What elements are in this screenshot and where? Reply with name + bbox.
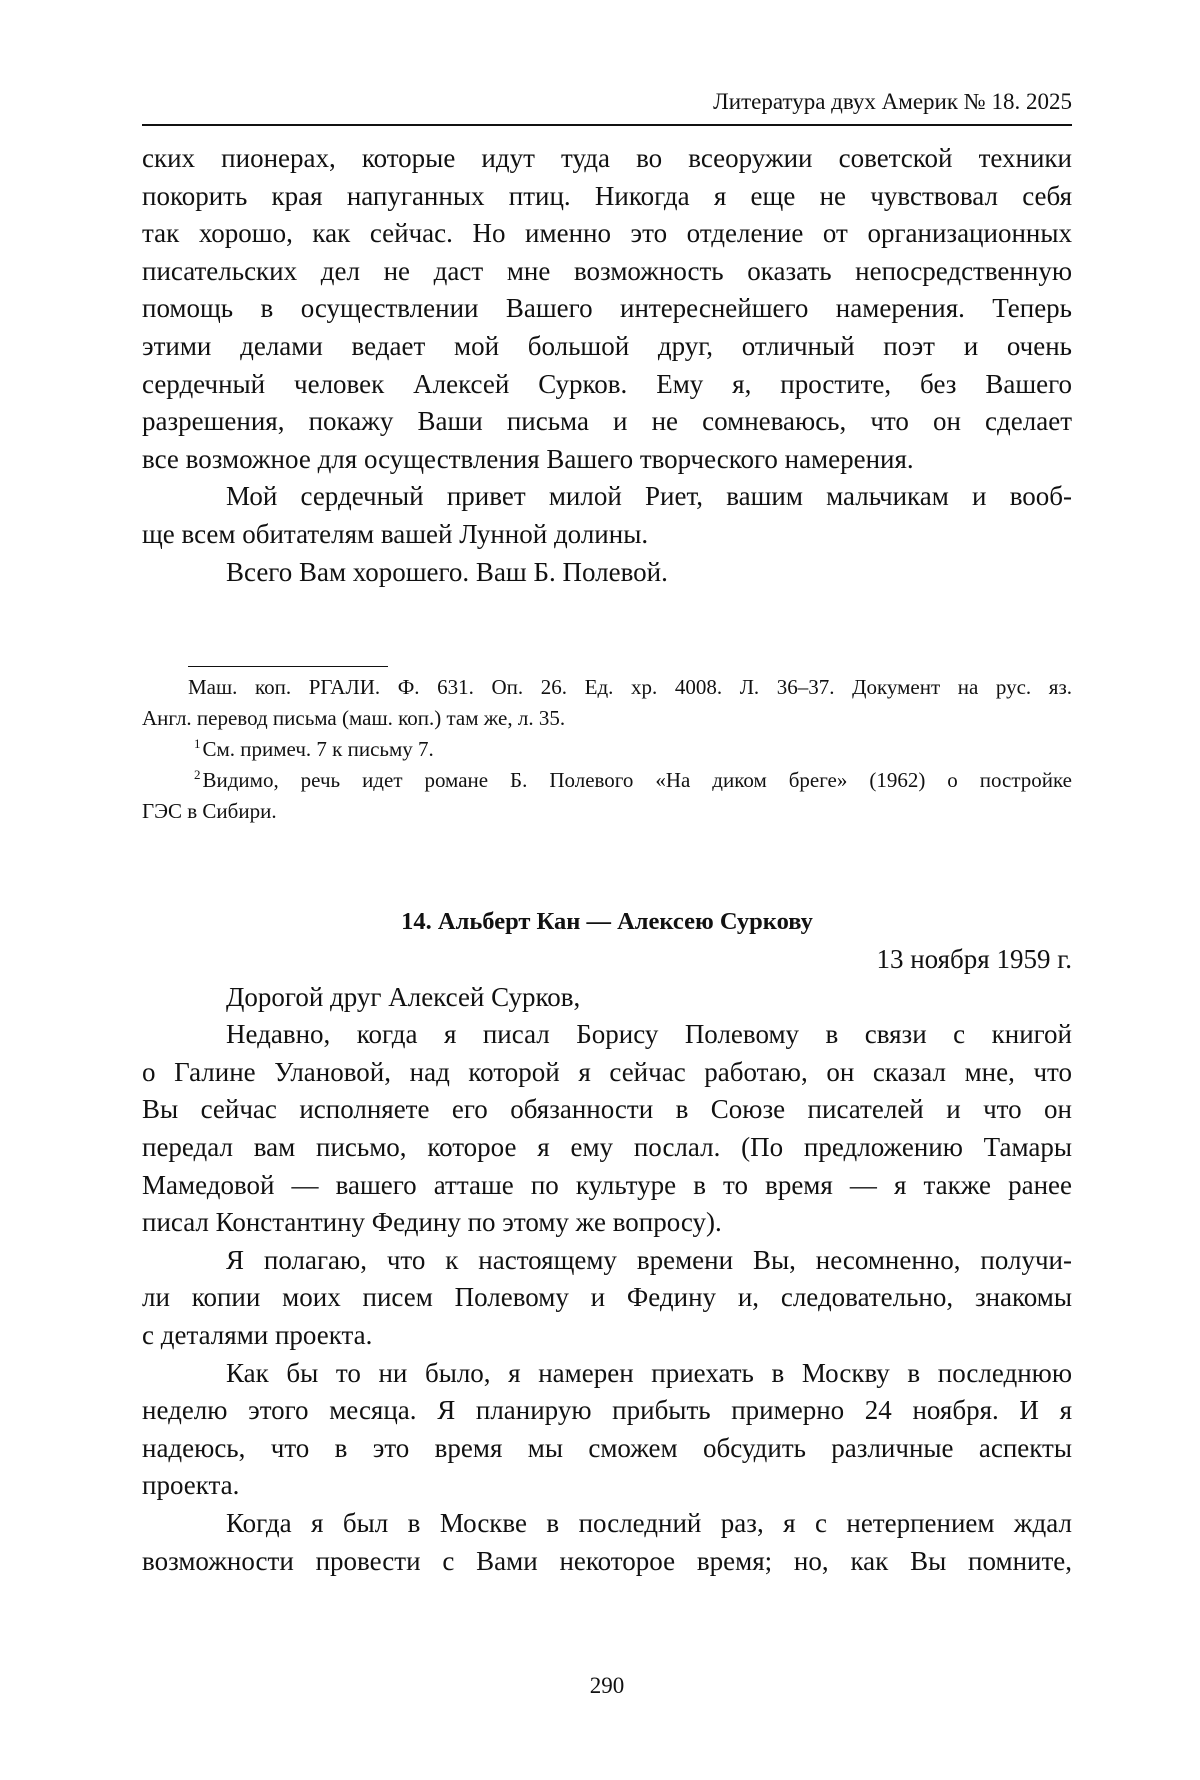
letter-signature: Всего Вам хорошего. Ваш Б. Полевой.: [226, 556, 668, 587]
footnote-2: [142, 765, 1072, 796]
footnote-1: [142, 734, 1072, 765]
text-line: так хорошо, как сейчас. Но именно это отделение от организационных: [142, 218, 1072, 249]
text-line: покорить края напуганных птиц. Никогда я еще не чувствовал себя: [142, 180, 1072, 211]
text-line: Недавно, когда я писал Борису Полевому в связи с книгой: [226, 1019, 1072, 1050]
archive-source-line: Маш. коп. РГАЛИ. Ф. 631. Оп. 26. Ед. хр. 4008. Л. 36–37. Документ на рус. яз.: [188, 675, 1072, 699]
text-line: этими делами ведает мой большой друг, отличный поэт и очень: [142, 330, 1072, 361]
letter-date: 13 ноября 1959 г.: [876, 944, 1072, 974]
text-line: писательских дел не даст мне возможность оказать непосредственную: [142, 255, 1072, 286]
text-line: с деталями проекта.: [142, 1319, 373, 1350]
text-line: надеюсь, что в это время мы сможем обсудить различные аспекты: [142, 1432, 1072, 1463]
running-head: Литература двух Америк № 18. 2025: [713, 89, 1072, 114]
text-line: Мамедовой — вашего атташе по культуре в то время — я также ранее: [142, 1169, 1072, 1200]
text-line: передал вам письмо, которое я ему послал. (По предложению Тамары: [142, 1131, 1072, 1162]
archive-source-line: Англ. перевод письма (маш. коп.) там же, л. 35.: [142, 706, 566, 730]
text-line: ще всем обитателям вашей Лунной долины.: [142, 518, 649, 549]
text-line: Вы сейчас исполняете его обязанности в Союзе писателей и что он: [142, 1094, 1072, 1125]
footnote-text: См. примеч. 7 к письму 7.: [202, 737, 434, 761]
footnote-text: ГЭС в Сибири.: [142, 799, 277, 823]
footnote-rule: [188, 666, 388, 667]
text-line: ли копии моих писем Полевому и Федину и, следовательно, знакомы: [142, 1282, 1072, 1313]
footnote-text: Видимо, речь идет романе Б. Полевого «На диком бреге» (1962) о постройке: [202, 768, 1072, 792]
text-line: Я полагаю, что к настоящему времени Вы, несомненно, получи-: [226, 1244, 1072, 1275]
text-line: Мой сердечный привет милой Риет, вашим мальчикам и вооб-: [226, 481, 1072, 512]
footnotes: [142, 672, 1072, 827]
text-line: Как бы то ни было, я намерен приехать в Москву в последнюю: [226, 1357, 1072, 1388]
text-line: возможности провести с Вами некоторое время; но, как Вы помните,: [142, 1545, 1072, 1576]
letter-salutation: Дорогой друг Алексей Сурков,: [226, 981, 581, 1012]
text-line: ских пионерах, которые идут туда во всеоружии советской техники: [142, 143, 1072, 173]
header-rule: [142, 124, 1072, 126]
book-page: [142, 0, 1072, 1780]
text-line: проекта.: [142, 1470, 240, 1501]
text-line: все возможное для осуществления Вашего творческого намерения.: [142, 443, 914, 474]
text-line: Когда я был в Москве в последний раз, я с нетерпением ждал: [226, 1507, 1072, 1538]
page-number: 290: [589, 1673, 625, 1698]
text-line: разрешения, покажу Ваши письма и не сомневаюсь, что он сделает: [142, 406, 1072, 437]
text-line: сердечный человек Алексей Сурков. Ему я, простите, без Вашего: [142, 368, 1072, 399]
text-line: неделю этого месяца. Я планирую прибыть примерно 24 ноября. И я: [142, 1395, 1072, 1426]
letter-14-body: [142, 941, 1072, 1580]
footnote-marker: 1: [194, 736, 201, 751]
text-line: о Галине Улановой, над которой я сейчас работаю, он сказал мне, что: [142, 1056, 1072, 1087]
text-line: помощь в осуществлении Вашего интереснейшего намерения. Теперь: [142, 293, 1072, 324]
footnote-marker: 2: [194, 767, 201, 782]
letter-13-continuation: [142, 140, 1072, 591]
text-line: писал Константину Федину по этому же вопросу).: [142, 1207, 722, 1238]
letter-heading: 14. Альберт Кан — Алексею Суркову: [401, 908, 813, 935]
